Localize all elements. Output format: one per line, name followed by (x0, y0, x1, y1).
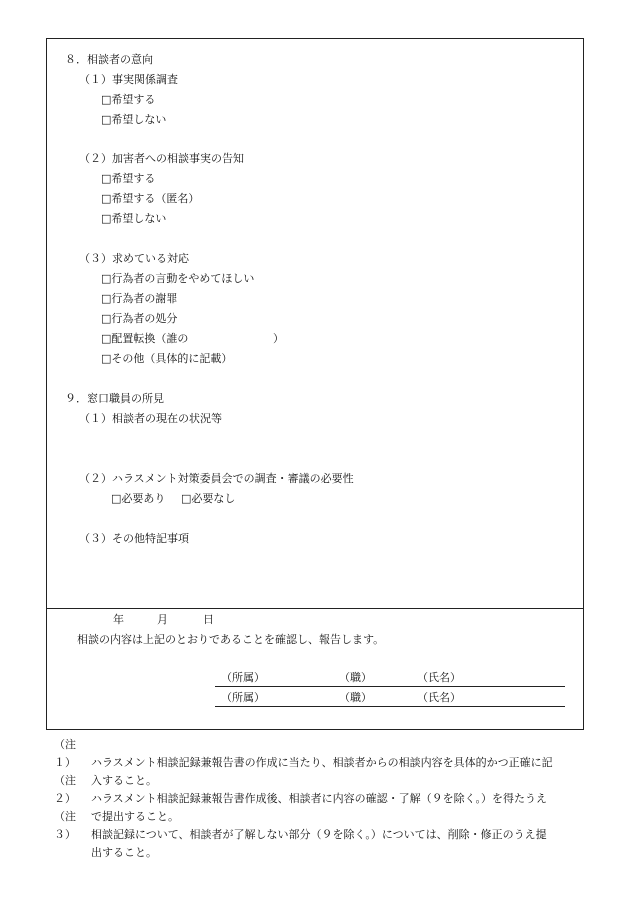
name-label: （氏名） (417, 691, 461, 704)
q8-3-title: （３）求めている対応 (79, 252, 189, 265)
checkbox-option[interactable]: □希望する (101, 93, 156, 106)
note-text-cont: で提出すること。 (91, 810, 179, 823)
checkbox-option[interactable]: □必要なし (181, 492, 236, 505)
date-day: 日 (203, 613, 214, 626)
date-month: 月 (157, 613, 168, 626)
note-text: ハラスメント相談記録兼報告書の作成に当たり、相談者からの相談内容を具体的かつ正確に記 (91, 756, 553, 769)
signature-line[interactable] (215, 686, 565, 687)
note-3 (54, 808, 594, 862)
q9-1-title: （１）相談者の現在の状況等 (79, 412, 222, 425)
checkbox-option[interactable]: □希望する (101, 172, 156, 185)
checkbox-option[interactable]: □その他（具体的に記載） (101, 352, 233, 365)
report-form (46, 38, 584, 730)
name-label: （氏名） (417, 671, 461, 684)
section-8-title: ８．相談者の意向 (65, 53, 153, 66)
checkbox-option[interactable]: □行為者の言動をやめてほしい (101, 272, 255, 285)
checkbox-option[interactable]: □行為者の処分 (101, 312, 178, 325)
note-label: （注３） (54, 810, 76, 841)
checkbox-option[interactable]: □配置転換（誰の (101, 332, 189, 345)
note-text-cont: 出すること。 (91, 846, 157, 859)
q9-2-title: （２）ハラスメント対策委員会での調査・審議の必要性 (79, 472, 354, 485)
note-label: （注２） (54, 774, 76, 805)
q8-1-title: （１）事実関係調査 (79, 73, 178, 86)
note-text-cont: 入すること。 (91, 774, 157, 787)
checkbox-option[interactable]: □必要あり (111, 492, 166, 505)
note-text: ハラスメント相談記録兼報告書作成後、相談者に内容の確認・了解（９を除く。）を得たうえ (91, 792, 547, 805)
paren-close: ） (273, 332, 284, 345)
checkbox-option[interactable]: □希望しない (101, 212, 167, 225)
section-9-title: ９．窓口職員の所見 (65, 392, 164, 405)
checkbox-option[interactable]: □希望する（匿名） (101, 192, 200, 205)
post-label: （職） (339, 671, 372, 684)
section-divider (47, 608, 583, 609)
checkbox-option[interactable]: □希望しない (101, 113, 167, 126)
post-label: （職） (339, 691, 372, 704)
affil-label: （所属） (221, 671, 265, 684)
note-label: （注１） (54, 738, 76, 769)
affil-label: （所属） (221, 691, 265, 704)
signature-line[interactable] (215, 706, 565, 707)
q9-3-title: （３）その他特記事項 (79, 532, 189, 545)
checkbox-option[interactable]: □行為者の謝罪 (101, 292, 178, 305)
note-text: 相談記録について、相談者が了解しない部分（９を除く。）については、削除・修正のうえ提 (91, 828, 547, 841)
confirm-statement: 相談の内容は上記のとおりであることを確認し、報告します。 (77, 633, 385, 646)
date-year: 年 (113, 613, 124, 626)
q8-2-title: （２）加害者への相談事実の告知 (79, 152, 244, 165)
